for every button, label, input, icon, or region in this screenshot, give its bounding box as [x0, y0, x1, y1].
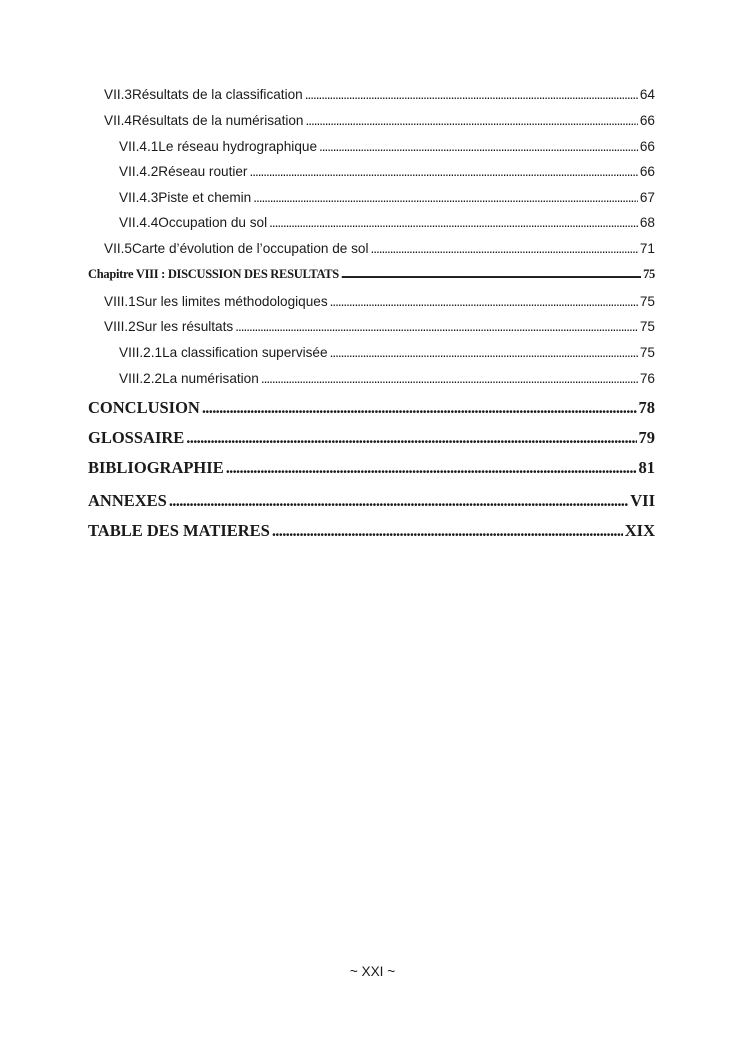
toc-entry-number: VIII.2.1 — [119, 345, 163, 360]
toc-entry-number: VII.4 — [104, 113, 132, 128]
toc-entry-page: 66 — [639, 113, 655, 128]
dot-leader — [319, 139, 638, 154]
dot-leader — [341, 267, 641, 282]
toc-entry-page: XIX — [624, 521, 655, 540]
dot-leader — [306, 113, 638, 128]
toc-entry[interactable] — [88, 267, 655, 287]
toc-entry-title: La classification supervisée — [162, 345, 328, 360]
dot-leader — [371, 241, 638, 256]
toc-entry-page: 75 — [639, 319, 655, 334]
toc-entry-title: Sur les limites méthodologiques — [135, 294, 328, 309]
toc-entry-page: 64 — [639, 87, 655, 102]
toc-entry[interactable] — [88, 428, 655, 452]
toc-entry-page: 68 — [639, 215, 655, 230]
toc-entry-number: VII.3 — [104, 87, 132, 102]
toc-entry-title: Réseau routier — [158, 164, 248, 179]
toc-entry-page: 75 — [643, 267, 655, 281]
toc-entry-page: 76 — [639, 371, 655, 386]
toc-entry-page: 79 — [638, 428, 655, 447]
toc-entry[interactable] — [88, 87, 655, 107]
toc-entry-page: 66 — [639, 139, 655, 154]
toc-entry-number: VII.4.4 — [119, 215, 159, 230]
toc-entry-title: Résultats de la classification — [131, 87, 303, 102]
toc-entry[interactable] — [88, 139, 655, 159]
toc-entry[interactable] — [88, 215, 655, 235]
toc-entry-page: 67 — [639, 190, 655, 205]
toc-entry-number: VII.5 — [104, 241, 132, 256]
toc-entry[interactable] — [88, 241, 655, 261]
toc-entry[interactable] — [88, 190, 655, 210]
toc-entry-title: GLOSSAIRE — [88, 428, 185, 447]
dot-leader — [186, 428, 636, 448]
dot-leader — [169, 491, 628, 511]
toc-entry-title: Piste et chemin — [158, 190, 252, 205]
dot-leader — [235, 319, 638, 334]
dot-leader — [226, 458, 637, 478]
toc-entry-title: CONCLUSION — [88, 398, 200, 417]
toc-entry-page: 75 — [639, 345, 655, 360]
dot-leader — [269, 215, 638, 230]
dot-leader — [253, 190, 638, 205]
toc-entry-number: VIII.2.2 — [119, 371, 163, 386]
toc-entry-title: Sur les résultats — [135, 319, 234, 334]
dot-leader — [261, 371, 638, 386]
toc-entry-page: 75 — [639, 294, 655, 309]
toc-entry[interactable] — [88, 294, 655, 314]
toc-entry[interactable] — [88, 371, 655, 391]
toc-entry[interactable] — [88, 491, 655, 515]
toc-entry-title: ANNEXES — [88, 491, 167, 510]
toc-entry-number: VII.4.3 — [119, 190, 159, 205]
toc-entry-title: Chapitre VIII : DISCUSSION DES RESULTATS — [88, 267, 339, 281]
toc-entry-title: Occupation du sol — [158, 215, 268, 230]
toc-entry-title: La numérisation — [162, 371, 259, 386]
toc-entry-page: 71 — [639, 241, 655, 256]
toc-entry[interactable] — [88, 458, 655, 482]
toc-entry-page: 78 — [638, 398, 655, 417]
page-number: ~ XXI ~ — [349, 964, 396, 979]
toc-entry-title: Carte d’évolution de l’occupation de sol — [131, 241, 369, 256]
toc-entry[interactable] — [88, 164, 655, 184]
dot-leader — [305, 87, 638, 102]
toc-entry[interactable] — [88, 345, 655, 365]
toc-entry-number: VII.4.2 — [119, 164, 159, 179]
toc-entry[interactable] — [88, 113, 655, 133]
dot-leader — [249, 164, 637, 179]
toc-entry-number: VII.4.1 — [119, 139, 159, 154]
toc-entry-title: Résultats de la numérisation — [131, 113, 304, 128]
toc-entry-page: 66 — [639, 164, 655, 179]
toc-entry[interactable] — [88, 319, 655, 339]
dot-leader — [202, 398, 637, 418]
toc-entry[interactable] — [88, 521, 655, 545]
toc-entry[interactable] — [88, 398, 655, 422]
toc-entry-number: VIII.1 — [104, 294, 136, 309]
toc-entry-page: 81 — [638, 458, 655, 477]
dot-leader — [330, 294, 638, 309]
toc-entry-page: VII — [630, 491, 655, 510]
dot-leader — [330, 345, 638, 360]
toc-entry-number: VIII.2 — [104, 319, 136, 334]
dot-leader — [272, 521, 623, 541]
toc-entry-title: Le réseau hydrographique — [158, 139, 318, 154]
toc-entry-title: TABLE DES MATIERES — [88, 521, 270, 540]
toc-entry-title: BIBLIOGRAPHIE — [88, 458, 224, 477]
